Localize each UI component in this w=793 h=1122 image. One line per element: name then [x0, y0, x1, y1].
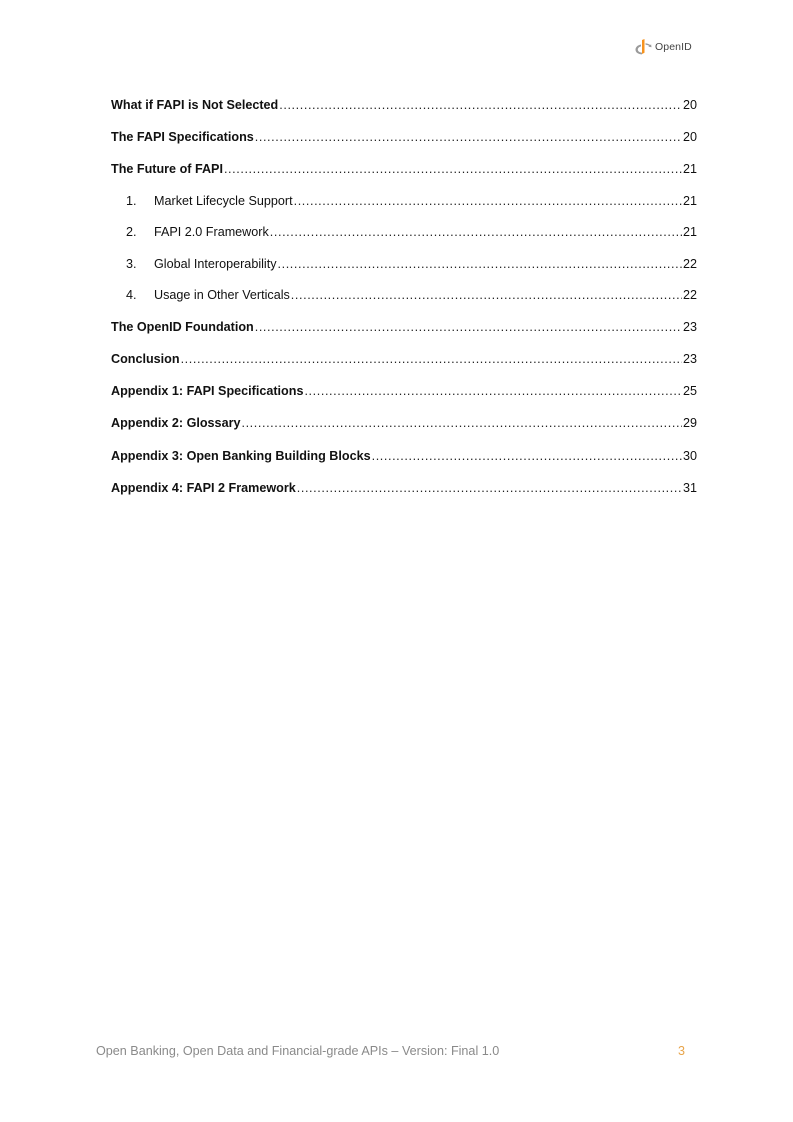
toc-entry-page: 20: [682, 98, 697, 112]
toc-entry-page: 23: [682, 320, 697, 334]
toc-entry-label: Conclusion: [111, 352, 180, 366]
toc-entry[interactable]: [111, 414, 697, 432]
toc-leader-dots: [372, 447, 682, 465]
toc-entry[interactable]: [111, 447, 697, 465]
toc-entry-label: Appendix 2: Glossary: [111, 416, 241, 430]
toc-entry[interactable]: [111, 318, 697, 336]
toc-entry-page: 22: [682, 257, 697, 271]
footer-document-title: Open Banking, Open Data and Financial-grade APIs – Version: Final 1.0: [96, 1044, 500, 1058]
toc-entry-page: 23: [682, 352, 697, 366]
toc-entry-number: 4.: [126, 288, 137, 302]
toc-entry-number: 3.: [126, 257, 137, 271]
footer-page-number: 3: [678, 1044, 686, 1058]
toc-leader-dots: [181, 350, 682, 368]
toc-leader-dots: [294, 192, 682, 210]
toc-entry-page: 25: [682, 384, 697, 398]
toc-entry-label: What if FAPI is Not Selected: [111, 98, 279, 112]
openid-logo: [634, 37, 704, 57]
toc-entry-page: 29: [682, 416, 697, 430]
toc-subentry[interactable]: [126, 223, 697, 241]
toc-leader-dots: [297, 479, 682, 497]
toc-entry[interactable]: [111, 128, 697, 146]
toc-leader-dots: [255, 128, 682, 146]
toc-leader-dots: [241, 414, 682, 432]
toc-subentry[interactable]: [126, 286, 697, 304]
toc-entry[interactable]: [111, 96, 697, 114]
toc-leader-dots: [224, 160, 682, 178]
toc-leader-dots: [278, 255, 682, 273]
toc-leader-dots: [255, 318, 682, 336]
logo-text: OpenID: [655, 41, 692, 53]
toc-entry-label: Appendix 4: FAPI 2 Framework: [111, 481, 296, 495]
toc-entry-label: The OpenID Foundation: [111, 320, 254, 334]
toc-entry-page: 21: [682, 162, 697, 176]
toc-entry-label: The Future of FAPI: [111, 162, 223, 176]
toc-entry-number: 1.: [126, 194, 137, 208]
toc-entry-label: The FAPI Specifications: [111, 130, 254, 144]
toc-entry-label: Appendix 3: Open Banking Building Blocks: [111, 449, 371, 463]
toc-entry-page: 20: [682, 130, 697, 144]
toc-entry-page: 21: [682, 225, 697, 239]
toc-entry-number: 2.: [126, 225, 137, 239]
toc-subentry[interactable]: [126, 255, 697, 273]
toc-entry-label: Global Interoperability: [154, 257, 277, 271]
toc-leader-dots: [291, 286, 682, 304]
toc-entry-page: 31: [682, 481, 697, 495]
openid-logo-icon: [634, 38, 652, 56]
toc-entry-label: Usage in Other Verticals: [154, 288, 290, 302]
toc-entry[interactable]: [111, 160, 697, 178]
toc-entry-page: 22: [682, 288, 697, 302]
toc-entry[interactable]: [111, 350, 697, 368]
toc-subentry[interactable]: [126, 192, 697, 210]
toc-entry-label: Market Lifecycle Support: [154, 194, 293, 208]
toc-entry-page: 21: [682, 194, 697, 208]
toc-entry-page: 30: [682, 449, 697, 463]
toc-leader-dots: [304, 382, 682, 400]
toc-leader-dots: [270, 223, 682, 241]
toc-entry-label: FAPI 2.0 Framework: [154, 225, 269, 239]
toc-leader-dots: [279, 96, 682, 114]
toc-entry[interactable]: [111, 479, 697, 497]
toc-entry-label: Appendix 1: FAPI Specifications: [111, 384, 304, 398]
toc-entry[interactable]: [111, 382, 697, 400]
